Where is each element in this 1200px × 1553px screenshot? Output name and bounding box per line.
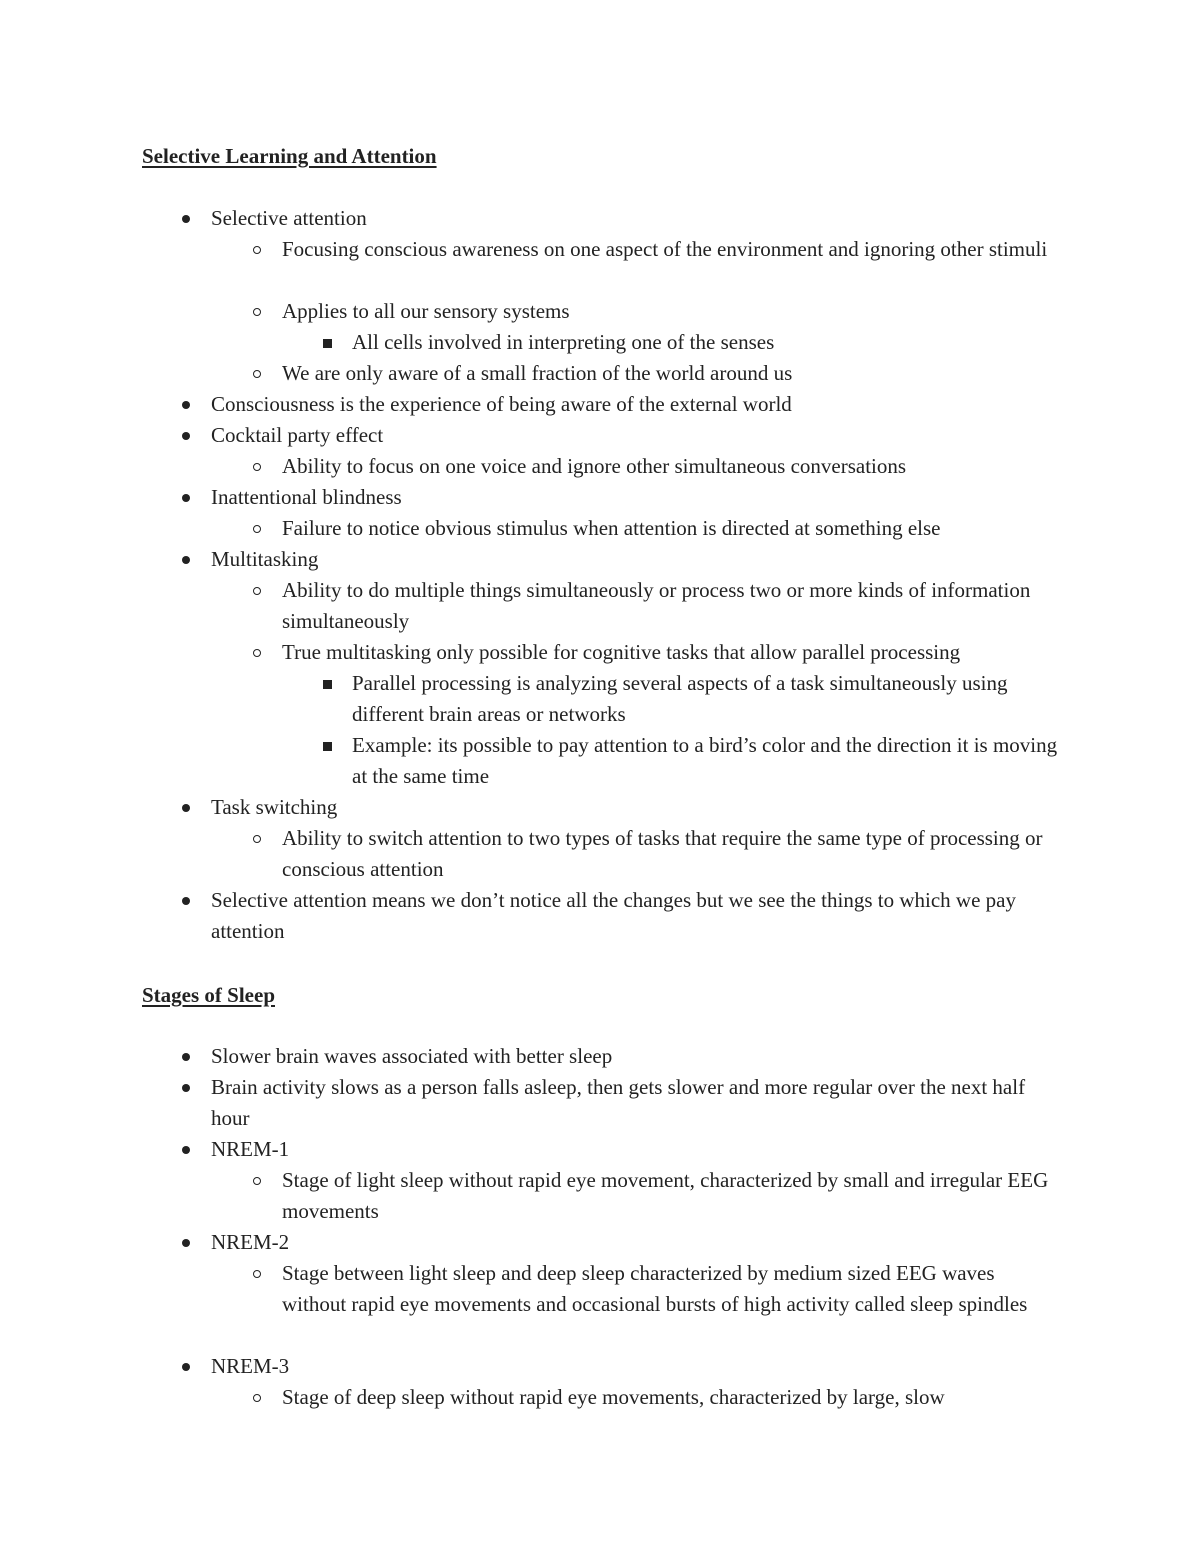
- list-item: Cocktail party effect: [211, 423, 384, 447]
- list-item: We are only aware of a small fraction of the world around us: [282, 361, 793, 385]
- list-item: NREM-1: [211, 1137, 290, 1161]
- list-item: Selective attention means we don’t notice all the changes but we see the things to which we pay attention: [211, 888, 1016, 943]
- list-item: All cells involved in interpreting one of the senses: [352, 330, 775, 354]
- section-heading-stages-of-sleep: Stages of Sleep: [142, 983, 275, 1007]
- list-item: Applies to all our sensory systems: [282, 299, 570, 323]
- list-item: Task switching: [211, 795, 338, 819]
- list-item: Inattentional blindness: [211, 485, 402, 509]
- list-item: Consciousness is the experience of being aware of the external world: [211, 392, 792, 416]
- list-item: Example: its possible to pay attention to a bird’s color and the direction it is moving at the same time: [352, 733, 1058, 788]
- list-item: Slower brain waves associated with better sleep: [211, 1044, 613, 1068]
- section-heading-selective-learning: Selective Learning and Attention: [142, 144, 437, 168]
- list-item: Focusing conscious awareness on one aspect of the environment and ignoring other stimuli: [282, 237, 1048, 261]
- list-item: Ability to switch attention to two types of tasks that require the same type of processing or conscious attention: [282, 826, 1043, 881]
- list-item: Brain activity slows as a person falls asleep, then gets slower and more regular over the next half hour: [211, 1075, 1026, 1130]
- list-item: NREM-3: [211, 1354, 290, 1378]
- list-item: Stage between light sleep and deep sleep characterized by medium sized EEG waves without rapid eye movements and occasional bursts of high activity called sleep spindles: [282, 1261, 1028, 1316]
- list-item: Parallel processing is analyzing several aspects of a task simultaneously using different brain areas or networks: [352, 671, 1008, 726]
- list-item: Ability to focus on one voice and ignore other simultaneous conversations: [282, 454, 907, 478]
- list-item: Ability to do multiple things simultaneously or process two or more kinds of information simultaneously: [282, 578, 1031, 633]
- list-item: Multitasking: [211, 547, 319, 571]
- list-item: Stage of light sleep without rapid eye movement, characterized by small and irregular EEG movements: [282, 1168, 1049, 1223]
- list-item: NREM-2: [211, 1230, 290, 1254]
- list-item: True multitasking only possible for cognitive tasks that allow parallel processing: [282, 640, 961, 664]
- list-item: Stage of deep sleep without rapid eye movements, characterized by large, slow: [282, 1385, 945, 1409]
- list-item: Selective attention: [211, 206, 367, 230]
- list-item: Failure to notice obvious stimulus when attention is directed at something else: [282, 516, 941, 540]
